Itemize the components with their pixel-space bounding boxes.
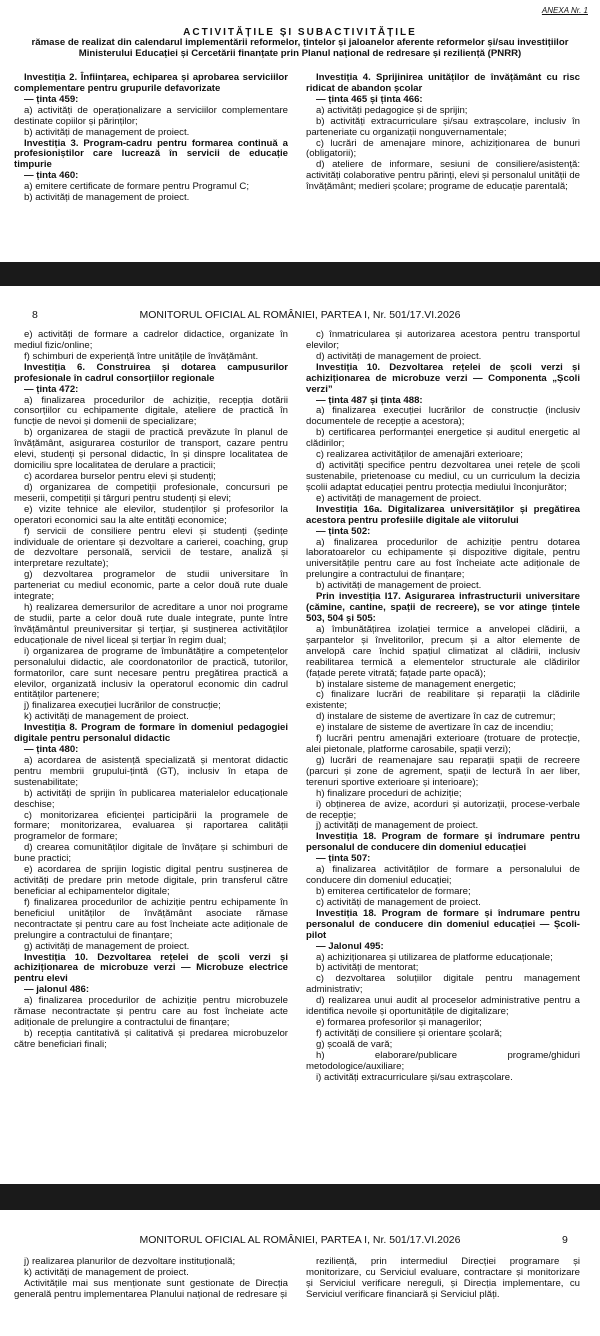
list-item: a) achiziționarea și utilizarea de platforme educaționale;	[316, 951, 553, 963]
section-heading: — ținta 502:	[316, 525, 371, 537]
section-heading: Investiția 10. Dezvoltarea rețelei de școli verzi și achiziționarea de microbuze verzi — Componenta „Școli verzi”	[306, 361, 580, 395]
list-item: d) activități specifice pentru dezvoltarea unei rețele de școli sustenabile, prietenoase cu mediul, cu un curriculum la decizia școlii adaptat educației pentru protecția mediului înconjurător;	[306, 460, 580, 493]
section-heading: Investiția 8. Program de formare în domeniul pedagogiei digitale pentru personalul didactic	[14, 722, 288, 745]
list-item: j) realizarea planurilor de dezvoltare instituțională;	[24, 1256, 236, 1267]
section-heading: — ținta 465 și ținta 466:	[316, 93, 423, 105]
list-item: b) activități de management de proiect.	[24, 126, 190, 138]
page-1-columns	[14, 73, 580, 204]
list-item: h) elaborare/publicare programe/ghiduri metodologice/auxiliare;	[306, 1049, 580, 1072]
list-item: b) certificarea performanței energetice și auditul energetic al clădirilor;	[306, 427, 580, 450]
page-gap	[0, 1184, 600, 1210]
list-item: c) acordarea burselor pentru elevi și studenți;	[24, 470, 216, 482]
list-item: c) înmatricularea și autorizarea acestora pentru transportul elevilor;	[306, 329, 580, 351]
section-heading: — ținta 460:	[24, 170, 79, 182]
list-item: a) îmbunătățirea izolației termice a anvelopei clădirii, a șarpantelor și învelitorilor, precum și a altor elemente de anvelopă care închid spațiul climatizat al clădirii, inclusiv reabilitarea termică a elementelor structurale ale clădirilor (fațade perete vitrată; fațade parte opacă);	[306, 623, 580, 679]
list-item: b) organizarea de stagii de practică prevăzute în planul de învățământ, asigurarea costurilor de transport, cazare pentru elevi, studenți și personal didactic, în și dinspre localitatea de domiciliu spre localitatea de derulare a practicii;	[14, 427, 288, 472]
list-item: e) activități de formare a cadrelor didactice, organizate în mediul fizic/online;	[14, 329, 288, 351]
section-heading: — ținta 507:	[316, 853, 371, 865]
section-heading: Investiția 2. Înființarea, echiparea și aprobarea serviciilor complementare pentru grupurile defavorizate	[14, 72, 288, 94]
list-item: a) finalizarea procedurilor de achiziție, recepția dotării consorțiilor cu echipamente digitale, ateliere de practică în funcție de nevoi și domenii de specializare;	[14, 394, 288, 428]
section-heading: — Jalonul 495:	[316, 940, 384, 952]
page-1	[0, 0, 600, 262]
list-item: h) finalizare proceduri de achiziție;	[316, 787, 462, 799]
page-1-left-column	[14, 73, 288, 204]
running-head-title: MONITORUL OFICIAL AL ROMÂNIEI, PARTEA I, Nr. 501/17.VI.2026	[139, 1234, 461, 1246]
list-item: c) realizarea activităților de amenajări exterioare;	[316, 449, 523, 461]
list-item: g) lucrări de reamenajare sau reparații spații de recreere (parcuri și zone de agrement, spații de lectură în aer liber, terenuri sportive exterioare și interioare);	[306, 754, 580, 788]
page-3-columns	[14, 1257, 580, 1301]
page-number: 8	[32, 309, 38, 321]
list-item: j) finalizarea execuției lucrărilor de construcție;	[24, 700, 221, 712]
section-heading: — ținta 480:	[24, 744, 79, 756]
page-3-left-column	[14, 1257, 288, 1301]
list-item: b) activități de sprijin în publicarea materialelor educaționale deschise;	[14, 787, 288, 810]
list-item: e) vizite tehnice ale elevilor, studenților și profesorilor la operatori economici sau la alte entități economice;	[14, 503, 288, 526]
list-item: j) activități de management de proiect.	[316, 820, 479, 832]
section-heading: Prin investiția I17. Asigurarea infrastructurii universitare (cămine, cantine, spații de recreere), se vor atinge țintele 503, 504 și 505:	[306, 591, 580, 624]
annex-label: ANEXA Nr. 1	[541, 6, 588, 15]
list-item: d) realizarea unui audit al proceselor administrative pentru a identifica nevoile și oportunitățile de digitalizare;	[306, 995, 580, 1018]
list-item: e) activități de management de proiect.	[316, 492, 482, 504]
page-3-right-column	[306, 1257, 580, 1301]
list-item: d) instalare de sisteme de avertizare în caz de cutremur;	[316, 711, 556, 723]
section-heading: — ținta 472:	[24, 383, 79, 395]
list-item: reziliență, prin intermediul Direcției programare și monitorizare, cu Serviciul evaluare, contractare și monitorizare și Serviciul verificare nereguli, și Direcția implementare, cu Serviciul verificare financiară și Serviciul plăți.	[306, 1256, 580, 1300]
list-item: f) schimburi de experiență între unitățile de învățământ.	[24, 350, 259, 362]
section-heading: Investiția 3. Program-cadru pentru formarea continuă a profesioniștilor care lucrează în servicii de educație timpurie	[14, 137, 288, 171]
section-heading: Investiția 16a. Digitalizarea universităților și pregătirea acestora pentru profesiile digitale ale viitorului	[306, 503, 580, 526]
list-item: b) activități de management de proiect.	[24, 192, 190, 204]
list-item: e) formarea profesorilor și managerilor;	[316, 1017, 482, 1029]
list-item: c) activități de management de proiect.	[316, 896, 481, 908]
list-item: a) acordarea de asistență specializată și mentorat didactic pentru membrii grupului-țintă (GT), inclusiv în etapa de sustenabilitate;	[14, 754, 288, 788]
list-item: a) finalizarea procedurilor de achiziție pentru microbuzele rămase necontractate și pentru care au fost încheiate acte adiționale de prelungire a contractului de finanțare;	[14, 995, 288, 1029]
page-gap	[0, 262, 600, 286]
list-item: Activitățile mai sus menționate sunt gestionate de Direcția generală pentru implementarea Planului național de redresare și	[14, 1277, 288, 1300]
title-line-1: ACTIVITĂȚILE ȘI SUBACTIVITĂȚILE	[183, 27, 417, 38]
list-item: a) finalizarea activităților de formare a personalului de conducere din domeniul educației;	[306, 864, 580, 887]
list-item: d) activități de management de proiect.	[316, 350, 482, 362]
list-item: d) ateliere de informare, sesiuni de consiliere/asistență: activități colaborative pentru părinți, elevi și personalul unității de învățământ; medieri școlare; programe de educație parentală;	[306, 159, 580, 193]
list-item: d) crearea comunităților digitale de învățare și schimburi de bune practici;	[14, 842, 288, 865]
list-item: b) activități de mentorat;	[316, 962, 419, 974]
list-item: b) emiterea certificatelor de formare;	[316, 886, 471, 898]
list-item: b) instalare sisteme de management energetic;	[316, 678, 516, 690]
list-item: e) acordarea de sprijin logistic digital pentru susținerea de activități de predare prin metode digitale, prin transferul către beneficiar al echipamentelor digitale;	[14, 864, 288, 898]
list-item: a) emitere certificate de formare pentru Programul C;	[24, 181, 250, 193]
section-heading: — jalonul 486:	[24, 984, 90, 996]
page-2	[0, 286, 600, 1184]
list-item: a) activități pedagogice și de sprijin;	[316, 104, 468, 116]
section-heading: Investiția 6. Construirea și dotarea campusurilor profesionale în cadrul consorțiilor regionale	[14, 361, 288, 384]
annex-title	[6, 27, 594, 60]
list-item: h) realizarea demersurilor de acreditare a unor noi programe de studii, parte a celor două rute duale integrate, punte între învățământul preuniversitar și terțiar, și susținerea activităților educaționale de nivel liceal și terțiar în regim dual;	[14, 602, 288, 646]
list-item: c) monitorizarea eficienței participării la programele de formare; monitorizarea, evaluarea și raportarea calității programelor de formare;	[14, 809, 288, 843]
list-item: f) finalizarea procedurilor de achiziție pentru echipamente în beneficiul unităților de învățământ asociate rămase necontractate și pentru care au fost încheiate acte adiționale de prelungire a contractului de finanțare;	[14, 896, 288, 941]
list-item: g) dezvoltarea programelor de studii universitare în parteneriat cu mediul economic, parte a celor două rute duale integrate;	[14, 569, 288, 603]
page-3	[0, 1210, 600, 1336]
list-item: k) activități de management de proiect.	[24, 1266, 189, 1278]
list-item: i) obținerea de avize, acorduri și autorizații, procese-verbale de recepție;	[306, 798, 580, 821]
section-heading: Investiția 18. Program de formare și îndrumare pentru personalul de conducere din domeniul educației	[306, 831, 580, 854]
list-item: f) activități de consiliere și orientare școlară;	[316, 1028, 503, 1039]
list-item: b) recepția cantitativă și calitativă și predarea microbuzelor către beneficiari finali;	[14, 1028, 288, 1050]
list-item: c) finalizare lucrări de reabilitare și reparații la clădirile existente;	[306, 689, 580, 712]
section-heading: Investiția 4. Sprijinirea unităților de învățământ cu risc ridicat de abandon școlar	[306, 72, 580, 94]
section-heading: Investiția 18. Program de formare și îndrumare pentru personalul de conducere din domeniul educației — Școli-pilot	[306, 907, 580, 941]
title-line-3: Ministerului Educației și Cercetării finanțate prin Planul național de redresare și reziliență (PNRR)	[78, 48, 522, 60]
list-item: c) dezvoltarea soluțiilor digitale pentru management administrativ;	[306, 973, 580, 996]
list-item: c) lucrări de amenajare minore, achiziționarea de bunuri (obligatorii);	[306, 137, 580, 160]
section-heading: — ținta 487 și ținta 488:	[316, 394, 423, 406]
list-item: k) activități de management de proiect.	[24, 711, 189, 723]
list-item: e) instalare de sisteme de avertizare în caz de incendiu;	[316, 722, 554, 734]
title-line-2: rămase de realizat din calendarul implementării reformelor, țintelor și jaloanelor aferente reformelor și/sau investițiilor	[31, 37, 569, 49]
running-head-title: MONITORUL OFICIAL AL ROMÂNIEI, PARTEA I, Nr. 501/17.VI.2026	[139, 309, 461, 321]
list-item: b) activități extracurriculare și/sau extrașcolare, inclusiv în parteneriate cu organizații nonguvernamentale;	[306, 115, 580, 138]
section-heading: — ținta 459:	[24, 93, 79, 105]
list-item: a) finalizarea execuției lucrărilor de construcție (inclusiv documentele de recepție a acestora);	[306, 405, 580, 428]
section-heading: Investiția 10. Dezvoltarea rețelei de școli verzi și achiziționarea de microbuze verzi — Microbuze electrice pentru elevi	[14, 951, 288, 985]
list-item: d) organizarea de competiții profesionale, concursuri pe meserii, competiții și târguri pentru studenți și elevi;	[14, 481, 288, 504]
page-2-left-column	[14, 330, 288, 1084]
list-item: g) școală de vară;	[316, 1038, 393, 1050]
list-item: i) activități extracurriculare și/sau extrașcolare.	[316, 1071, 513, 1083]
page-1-right-column	[306, 73, 580, 204]
list-item: a) finalizarea procedurilor de achiziție pentru dotarea laboratoarelor cu echipamente și dispozitive digitale, pentru universitățile pentru care au fost încheiate acte adiționale de prelungire a contractului de finanțare;	[306, 536, 580, 581]
page-2-columns	[14, 330, 580, 1084]
list-item: a) activități de operaționalizare a serviciilor complementare destinate copiilor și părinților;	[14, 104, 288, 127]
page-2-right-column	[306, 330, 580, 1084]
list-item: g) activități de management de proiect.	[24, 940, 190, 952]
list-item: f) servicii de consiliere pentru elevi și studenți (ședințe individuale de orientare și dezvoltare a carierei, coaching, grup de dezvoltare personală, servicii de testare, analiză și interpretare rezultate);	[14, 525, 288, 570]
list-item: b) activități de management de proiect.	[316, 580, 482, 592]
list-item: f) lucrări pentru amenajări exterioare (trotuare de protecție, alei pietonale, platforme carosabile, spații verzi);	[306, 733, 580, 756]
page-number: 9	[562, 1234, 568, 1246]
list-item: i) organizarea de programe de îmbunătățire a competențelor personalului didactic, ale coordonatorilor de practică, tutorilor, formatorilor, care sunt necesare pentru pregătirea practică a elevilor, organizată inclusiv la operatorul economic din cadrul entităților partenere;	[14, 645, 288, 701]
